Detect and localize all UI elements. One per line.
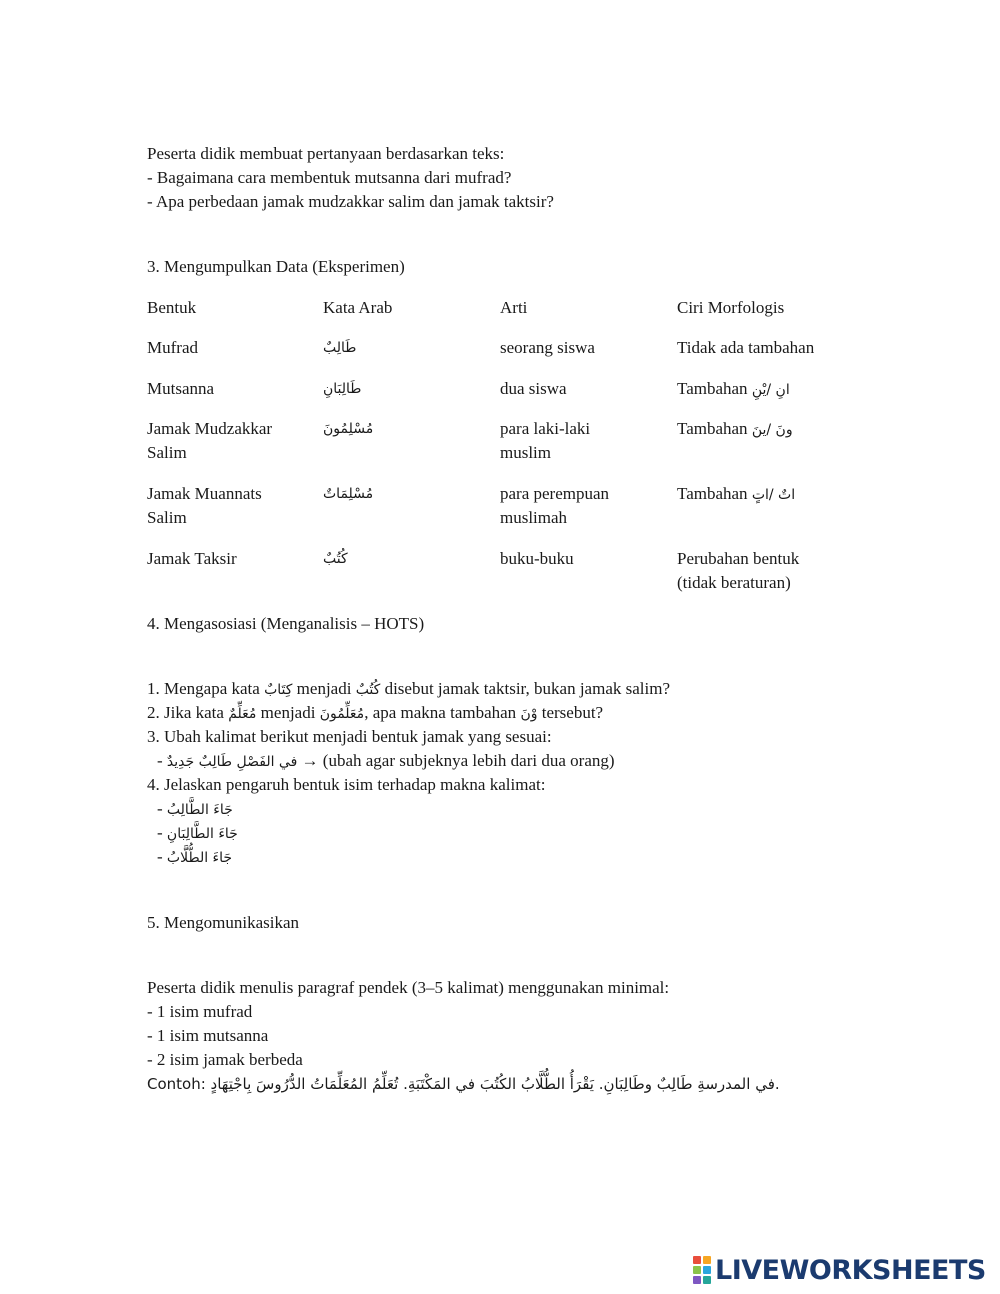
table-cell-arab: طَالِبٌ: [323, 340, 357, 356]
ciri-suffix-arab: انِ /يْنِ: [751, 382, 790, 398]
table-cell-arab: كُتُبٌ: [323, 551, 348, 567]
q2-arabic-3: وْنَ: [520, 706, 538, 722]
table-cell-bentuk: Mutsanna: [147, 379, 215, 398]
ciri-label: Tambahan: [677, 419, 748, 438]
hots-question-4-item: [157, 797, 233, 822]
table-cell-ciri: [677, 377, 790, 402]
logo-square: [703, 1256, 711, 1264]
hots-question-4-item: [157, 845, 232, 870]
section5-heading: 5. Mengomunikasikan: [147, 913, 300, 932]
q2-part-c: , apa makna tambahan: [364, 703, 521, 722]
dash: -: [157, 799, 167, 818]
logo-square: [693, 1256, 701, 1264]
table-cell-arti: dua siswa: [500, 379, 567, 398]
hots-question-2: [147, 701, 603, 726]
table-cell-bentuk-line2: Salim: [147, 443, 187, 462]
dash: -: [157, 823, 167, 842]
q4-arabic-sentence: جَاءَ الطُّلَّابُ: [166, 850, 233, 866]
intro-lead: Peserta didik membuat pertanyaan berdasarkan teks:: [147, 144, 505, 163]
q1-part-b: menjadi: [292, 679, 356, 698]
logo-square: [703, 1276, 711, 1284]
logo-square: [693, 1266, 701, 1274]
q2-part-b: menjadi: [256, 703, 320, 722]
table-cell-arti: seorang siswa: [500, 338, 595, 357]
q2-part-a: 2. Jika kata: [147, 703, 229, 722]
dash: -: [157, 847, 167, 866]
hots-question-1: [147, 677, 670, 702]
ciri-label: Tambahan: [677, 379, 748, 398]
ciri-suffix-arab: ونَ /ينَ: [751, 422, 793, 438]
table-cell-ciri: Perubahan bentuk: [677, 549, 800, 568]
q2-arabic-2: مُعَلِّمُونَ: [319, 706, 365, 722]
table-cell-arti: para laki-laki: [500, 419, 591, 438]
q3-instruction: → (ubah agar subjeknya lebih dari dua orang): [297, 751, 615, 770]
q1-arabic-2: كُتُبٌ: [355, 682, 381, 698]
logo-square: [703, 1266, 711, 1274]
section5-item: - 2 isim jamak berbeda: [147, 1050, 303, 1069]
intro-question-2: - Apa perbedaan jamak mudzakkar salim dan jamak taktsir?: [147, 192, 554, 211]
table-cell-arab: مُسْلِمُونَ: [323, 421, 374, 437]
table-header-arti: Arti: [500, 298, 528, 317]
logo-mark-icon: [693, 1256, 711, 1284]
table-header-kata-arab: Kata Arab: [323, 298, 393, 317]
table-cell-arab: طَالِبَانِ: [323, 381, 362, 397]
table-cell-bentuk: Jamak Taksir: [147, 549, 237, 568]
table-cell-bentuk: Mufrad: [147, 338, 198, 357]
contoh-arabic: في المدرسةِ طَالِبٌ وطَالِبَانِ. يَقْرَأُ الطُّلَّابُ الكُتُبَ في المَكْتَبَةِ. تُعَلِّمُ المُعَلِّمَاتُ الدُّرُوسَ بِاجْتِهَادٍ.: [210, 1075, 780, 1093]
logo-square: [693, 1276, 701, 1284]
table-cell-arti: buku-buku: [500, 549, 574, 568]
table-header-bentuk: Bentuk: [147, 298, 197, 317]
q3-arabic-sentence: في الفَصْلِ طَالِبٌ جَدِيدٌ: [166, 754, 298, 770]
q1-arabic-1: كِتَابٌ: [264, 682, 293, 698]
table-cell-arti-line2: muslim: [500, 443, 552, 462]
logo-text: LIVEWORKSHEETS: [715, 1254, 986, 1286]
q4-arabic-sentence: جَاءَ الطَّالِبَانِ: [166, 826, 238, 842]
section5-item: - 1 isim mufrad: [147, 1002, 253, 1021]
hots-question-4: 4. Jelaskan pengaruh bentuk isim terhadap makna kalimat:: [147, 775, 546, 794]
liveworksheets-logo: [693, 1255, 986, 1285]
table-cell-ciri: Tidak ada tambahan: [677, 338, 815, 357]
section4-heading: 4. Mengasosiasi (Menganalisis – HOTS): [147, 614, 425, 633]
table-header-ciri: Ciri Morfologis: [677, 298, 785, 317]
q3-dash: -: [157, 751, 167, 770]
section3-heading: 3. Mengumpulkan Data (Eksperimen): [147, 257, 405, 276]
q1-part-a: 1. Mengapa kata: [147, 679, 265, 698]
section5-item: - 1 isim mutsanna: [147, 1026, 269, 1045]
section5-lead: Peserta didik menulis paragraf pendek (3–5 kalimat) menggunakan minimal:: [147, 978, 670, 997]
table-cell-bentuk-line2: Salim: [147, 508, 187, 527]
intro-question-1: - Bagaimana cara membentuk mutsanna dari mufrad?: [147, 168, 512, 187]
table-cell-bentuk: Jamak Mudzakkar: [147, 419, 273, 438]
table-cell-arti: para perempuan: [500, 484, 610, 503]
table-cell-ciri: [677, 482, 795, 507]
q1-part-c: disebut jamak taktsir, bukan jamak salim?: [380, 679, 670, 698]
contoh-label: Contoh:: [147, 1075, 211, 1093]
hots-question-3-item: [157, 749, 615, 774]
table-cell-bentuk: Jamak Muannats: [147, 484, 262, 503]
table-cell-arti-line2: muslimah: [500, 508, 568, 527]
table-cell-ciri-line2: (tidak beraturan): [677, 573, 791, 592]
table-cell-ciri: [677, 417, 793, 442]
q2-arabic-1: مُعَلِّمٌ: [228, 706, 257, 722]
ciri-label: Tambahan: [677, 484, 748, 503]
q2-part-d: tersebut?: [537, 703, 604, 722]
hots-question-3: 3. Ubah kalimat berikut menjadi bentuk jamak yang sesuai:: [147, 727, 552, 746]
contoh-line: [147, 1072, 780, 1096]
q4-arabic-sentence: جَاءَ الطَّالِبُ: [166, 802, 233, 818]
ciri-suffix-arab: اتٌ /اتٍ: [751, 487, 796, 503]
hots-question-4-item: [157, 821, 238, 846]
table-cell-arab: مُسْلِمَاتٌ: [323, 486, 374, 502]
